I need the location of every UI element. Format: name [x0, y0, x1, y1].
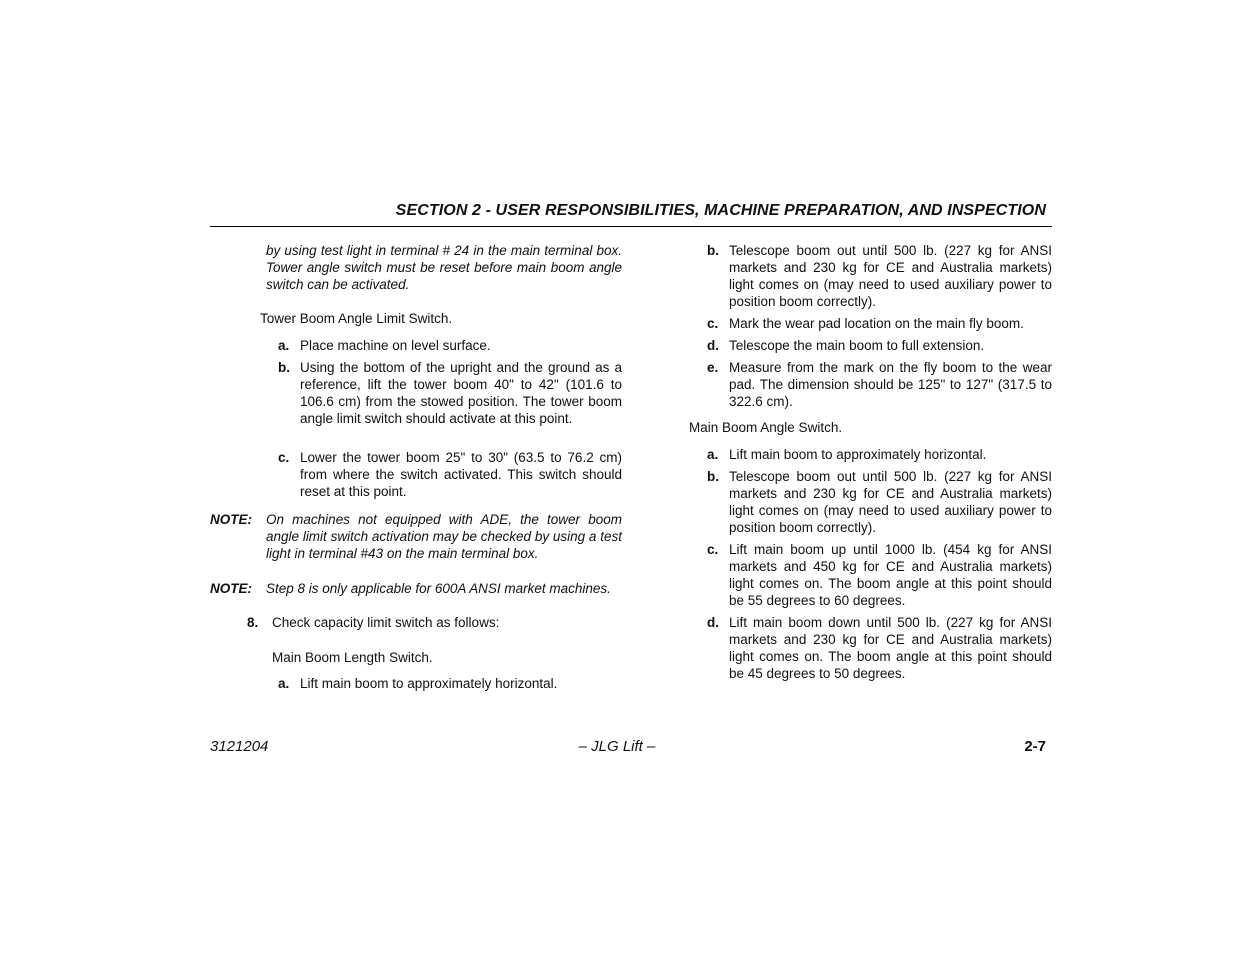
note-label-2: NOTE:	[210, 581, 252, 596]
length-step-label-a: a.	[278, 676, 290, 691]
angle-step-label-c: c.	[707, 542, 719, 557]
tower-boom-heading: Tower Boom Angle Limit Switch.	[260, 311, 453, 326]
footer-center-title: – JLG Lift –	[578, 738, 656, 755]
angle-switch-heading: Main Boom Angle Switch.	[689, 420, 843, 435]
length-step-label-c: c.	[707, 316, 719, 331]
footer-doc-number: 3121204	[210, 738, 269, 755]
section-title: SECTION 2 - USER RESPONSIBILITIES, MACHINE PREPARATION, AND INSPECTION	[395, 202, 1046, 219]
intro-paragraph: by using test light in terminal # 24 in the main terminal box. Tower angle switch must be reset before main boom angle switch can be activated.	[266, 243, 622, 292]
length-step-label-e: e.	[707, 360, 719, 375]
tower-step-text-b: Using the bottom of the upright and the ground as a reference, lift the tower boom 40" to 42" (101.6 to 106.6 cm) from the stowed position. The tower boom angle limit switch should activate at this point.	[300, 360, 622, 426]
angle-step-label-a: a.	[707, 447, 719, 462]
length-step-text-c: Mark the wear pad location on the main fly boom.	[729, 316, 1024, 331]
length-step-text-a: Lift main boom to approximately horizontal.	[300, 676, 558, 691]
tower-step-label-a: a.	[278, 338, 290, 353]
length-step-text-b: Telescope boom out until 500 lb. (227 kg for ANSI markets and 230 kg for CE and Australia markets) light comes on (may need to used auxiliary power to position boom correctly).	[729, 243, 1052, 309]
tower-step-text-c: Lower the tower boom 25" to 30" (63.5 to 76.2 cm) from where the switch activated. This switch should reset at this point.	[300, 450, 622, 499]
angle-step-text-c: Lift main boom up until 1000 lb. (454 kg for ANSI markets and 450 kg for CE and Australia markets) light comes on. The boom angle at this point should be 55 degrees to 60 degrees.	[729, 542, 1052, 608]
length-step-label-d: d.	[707, 338, 719, 353]
note-text-2: Step 8 is only applicable for 600A ANSI market machines.	[266, 581, 611, 596]
step-8-number: 8.	[247, 615, 259, 630]
angle-step-text-a: Lift main boom to approximately horizontal.	[729, 447, 987, 462]
header-rule	[210, 226, 1052, 227]
length-step-label-b: b.	[707, 243, 719, 258]
tower-step-label-c: c.	[278, 450, 290, 465]
angle-step-text-b: Telescope boom out until 500 lb. (227 kg for ANSI markets and 230 kg for CE and Australia markets) light comes on (may need to used auxiliary power to position boom correctly).	[729, 469, 1052, 535]
footer-page-number: 2-7	[1024, 738, 1046, 755]
note-text-1: On machines not equipped with ADE, the tower boom angle limit switch activation may be checked by using a test light in terminal #43 on the main terminal box.	[266, 512, 622, 561]
length-step-text-d: Telescope the main boom to full extension.	[729, 338, 985, 353]
angle-step-text-d: Lift main boom down until 500 lb. (227 kg for ANSI markets and 230 kg for CE and Australia markets) light comes on. The boom angle at this point should be 45 degrees to 50 degrees.	[729, 615, 1052, 681]
tower-step-label-b: b.	[278, 360, 290, 375]
length-step-text-e: Measure from the mark on the fly boom to the wear pad. The dimension should be 125" to 127" (317.5 to 322.6 cm).	[729, 360, 1052, 409]
length-switch-heading: Main Boom Length Switch.	[272, 650, 433, 665]
step-8-text: Check capacity limit switch as follows:	[272, 615, 500, 630]
angle-step-label-b: b.	[707, 469, 719, 484]
angle-step-label-d: d.	[707, 615, 719, 630]
note-label-1: NOTE:	[210, 512, 252, 527]
tower-step-text-a: Place machine on level surface.	[300, 338, 491, 353]
